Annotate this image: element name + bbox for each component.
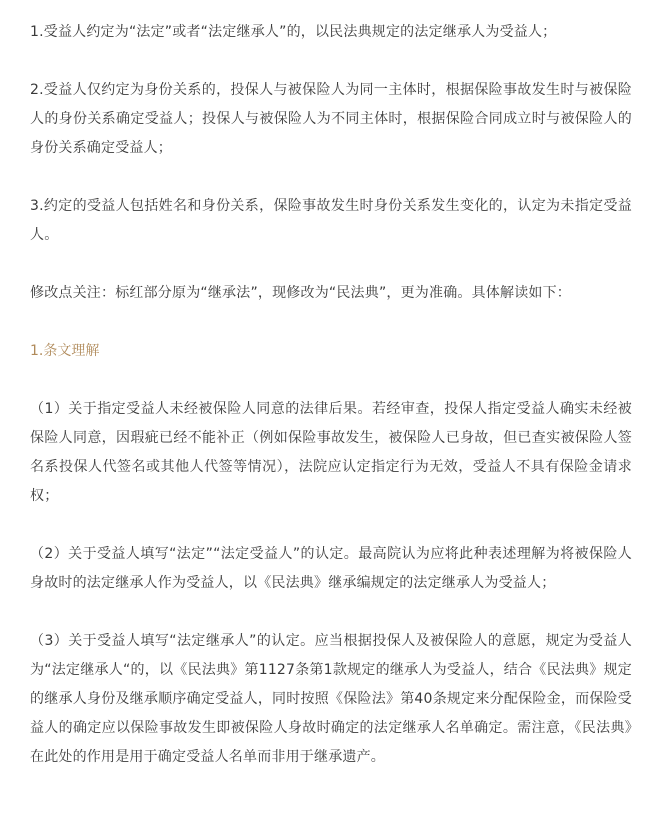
paragraph-item-3: （3）关于受益人填写“法定继承人”的认定。应当根据投保人及被保险人的意愿，规定为受益人为“法定继承人“的，以《民法典》第1127条第1款规定的继承人为受益人，结合《民法典》规定的继承人身份及继承顺序确定受益人，同时按照《保险法》第40条规定来分配保险金，而保险受益人的确定应以保险事故发生即被保险人身故时确定的法定继承人名单确定。需注意，《民法典》在此处的作用是用于确定受益人名单而非用于继承遗产。 bbox=[30, 633, 632, 765]
paragraph-item-1: （1）关于指定受益人未经被保险人同意的法律后果。若经审查，投保人指定受益人确实未经被保险人同意，因瑕疵已经不能补正（例如保险事故发生，被保险人已身故，但已查实被保险人签名系投保人代签名或其他人代签等情况），法院应认定指定行为无效，受益人不具有保险金请求权； bbox=[30, 401, 632, 504]
paragraph-revision-note: 修改点关注：标红部分原为“继承法”，现修改为“民法典”，更为准确。具体解读如下： bbox=[30, 285, 572, 301]
paragraph-rule-2: 2.受益人仅约定为身份关系的，投保人与被保险人为同一主体时，根据保险事故发生时与被保险人的身份关系确定受益人；投保人与被保险人为不同主体时，根据保险合同成立时与被保险人的身份关系确定受益人； bbox=[30, 82, 632, 156]
document-body bbox=[30, 18, 632, 801]
section-heading: 1.条文理解 bbox=[30, 343, 100, 359]
paragraph-rule-1: 1.受益人约定为“法定”或者“法定继承人”的，以民法典规定的法定继承人为受益人； bbox=[30, 24, 557, 40]
paragraph-rule-3: 3.约定的受益人包括姓名和身份关系，保险事故发生时身份关系发生变化的，认定为未指定受益人。 bbox=[30, 198, 632, 243]
paragraph-item-2: （2）关于受益人填写“法定”“法定受益人”的认定。最高院认为应将此种表述理解为将被保险人身故时的法定继承人作为受益人，以《民法典》继承编规定的法定继承人为受益人； bbox=[30, 546, 632, 591]
